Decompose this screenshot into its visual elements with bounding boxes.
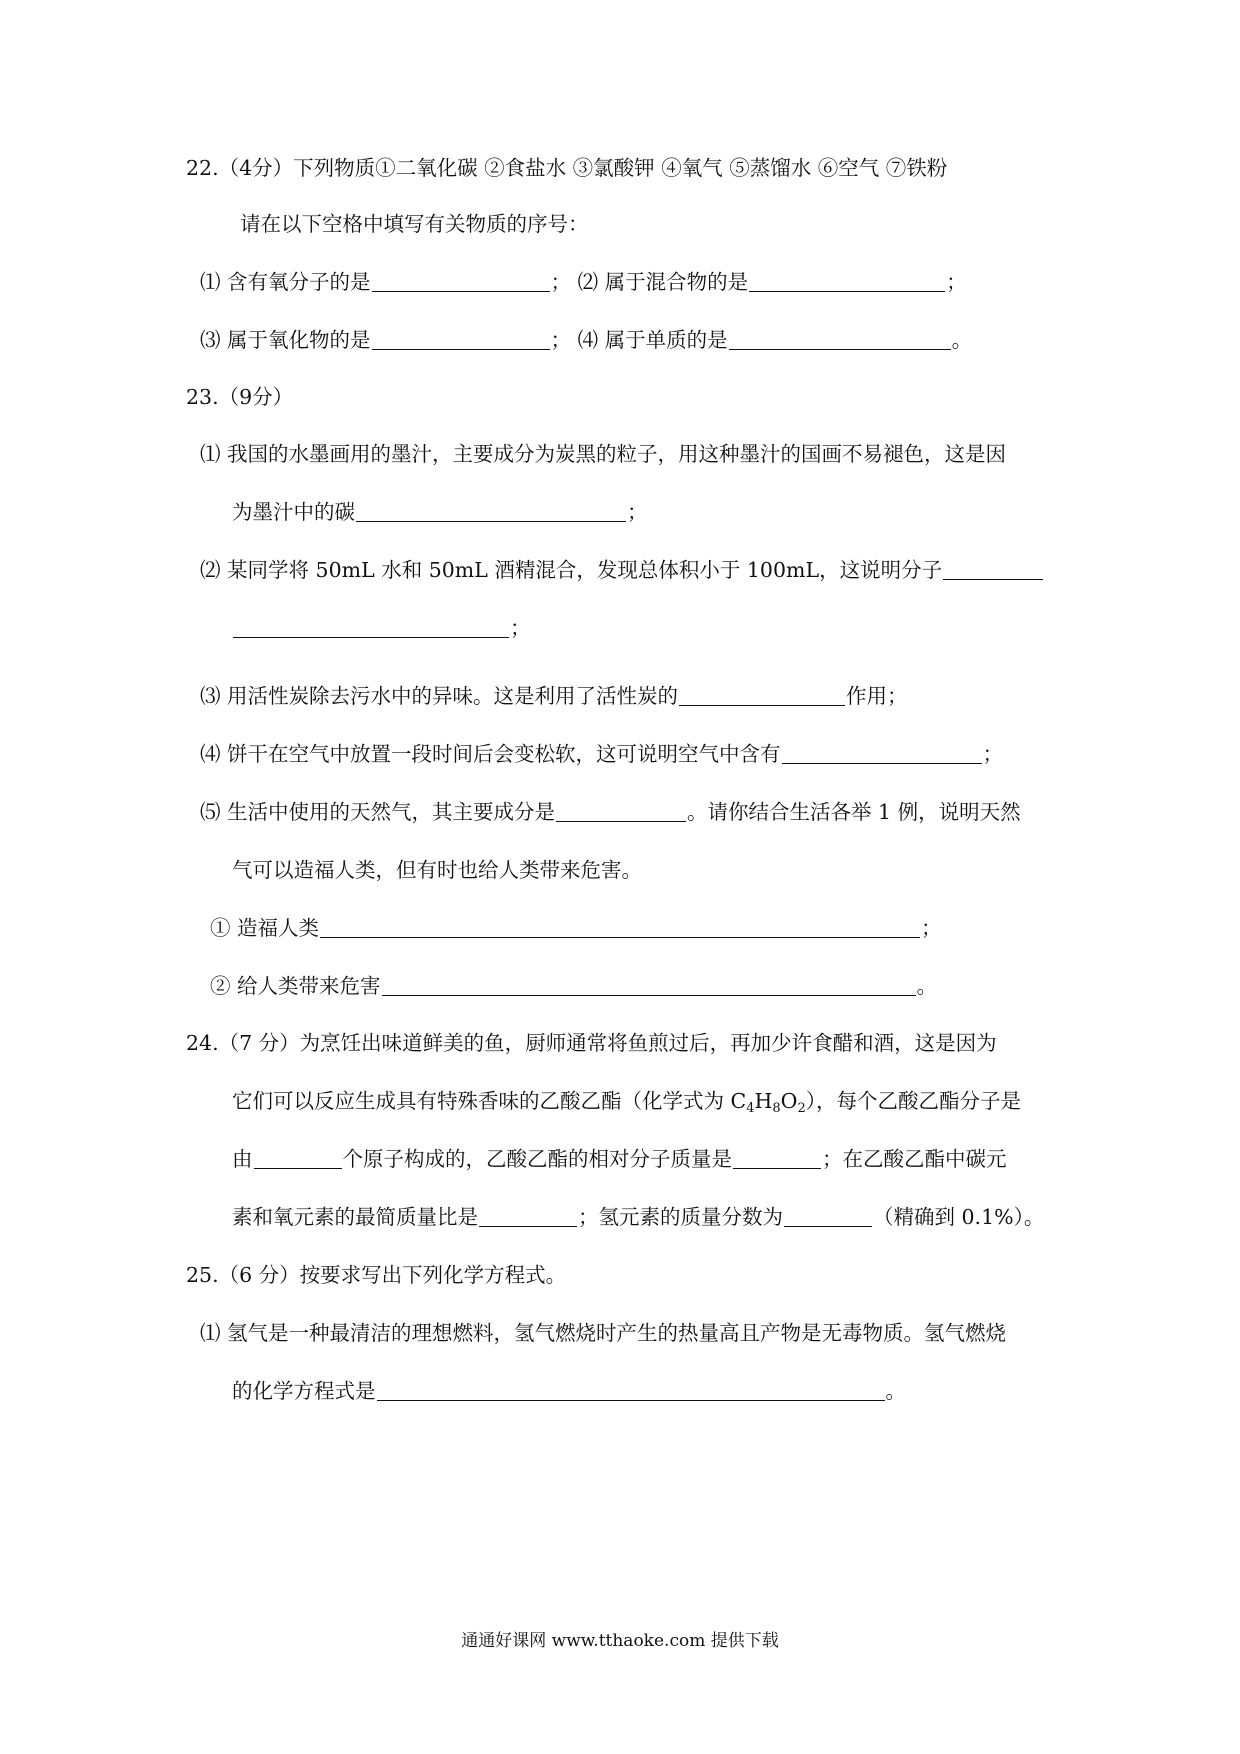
q24-formula-sub-h: 8 xyxy=(772,1101,781,1116)
q24-line-2 xyxy=(232,1085,1021,1117)
q23-p5-number: ⑸ xyxy=(200,800,221,824)
q25-p1-text: 氢气是一种最清洁的理想燃料，氢气燃烧时产生的热量高且产物是无毒物质。氢气燃烧 xyxy=(227,1321,1007,1345)
q24-line-2-a: 它们可以反应生成具有特殊香味的乙酸乙酯（化学式为 C xyxy=(232,1089,747,1113)
q22-instruction: 请在以下空格中填写有关物质的序号： xyxy=(240,212,589,236)
q24-molar-mass-answer-blank[interactable] xyxy=(733,1148,821,1169)
q24-formula-h: H xyxy=(754,1089,773,1113)
q23-p1-text-2: 为墨汁中的碳 xyxy=(232,500,355,524)
q23-s2-answer-blank[interactable] xyxy=(382,975,916,996)
q24-line-3-c: ；在乙酸乙酯中碳元 xyxy=(822,1147,1007,1171)
q24-line-1: 24.（7 分）为烹饪出味道鲜美的鱼，厨师通常将鱼煎过后，再加少许食醋和酒，这是因为 xyxy=(186,1031,997,1055)
q24-formula-sub-o: 2 xyxy=(797,1101,806,1116)
q23-p4-line xyxy=(200,738,1003,770)
q22-p2-number: ⑵ xyxy=(577,270,599,294)
q22-p2-end: ； xyxy=(946,270,967,294)
q23-p2-line-2 xyxy=(232,612,531,644)
q23-s1-end: ； xyxy=(921,916,942,940)
q23-s2-number: ② xyxy=(210,974,231,998)
q23-p2-end: ； xyxy=(510,616,531,640)
q23-p5-text: 生活中使用的天然气，其主要成分是 xyxy=(227,800,556,824)
q23-p3-number: ⑶ xyxy=(200,684,221,708)
q23-stem: 23.（9分） xyxy=(186,385,294,409)
q23-s2-end: 。 xyxy=(916,974,938,998)
q25-p1-number: ⑴ xyxy=(200,1321,221,1345)
q23-p1-number: ⑴ xyxy=(200,442,221,466)
q24-line-4-c: （精确到 0.1%）。 xyxy=(873,1205,1045,1229)
q23-p3-answer-blank[interactable] xyxy=(679,685,845,706)
q22-p4-text: 属于单质的是 xyxy=(604,328,728,352)
q23-p4-end: ； xyxy=(982,742,1004,766)
q23-p2-answer-blank-2[interactable] xyxy=(233,617,509,638)
q22-p2-answer-blank[interactable] xyxy=(749,271,945,292)
q24-line-2-b: ），每个乙酸乙酯分子是 xyxy=(805,1089,1021,1113)
q24-line-3-b: 个原子构成的，乙酸乙酯的相对分子质量是 xyxy=(342,1147,732,1171)
q23-p1-end: ； xyxy=(627,500,648,524)
q25-p1-line-1 xyxy=(200,1317,1006,1349)
q23-p1-answer-blank[interactable] xyxy=(356,501,626,522)
q23-p5-after: 。请你结合生活各举 1 例，说明天然 xyxy=(687,800,1021,824)
q22-p1-text: 含有氧分子的是 xyxy=(227,270,371,294)
q24-line-4-b: ；氢元素的质量分数为 xyxy=(578,1205,783,1229)
q23-s1-number: ① xyxy=(210,916,231,940)
q25-p1-end: 。 xyxy=(885,1379,906,1403)
q23-p1-text: 我国的水墨画用的墨汁，主要成分为炭黑的粒子，用这种墨汁的国画不易褪色，这是因 xyxy=(227,442,1007,466)
q22-p4-end: 。 xyxy=(951,328,973,352)
q25-p1-text-2: 的化学方程式是 xyxy=(232,1379,376,1403)
q23-p1-line-2 xyxy=(232,496,648,528)
q23-p2-text: 某同学将 50mL 水和 50mL 酒精混合，发现总体积小于 100mL，这说明分子 xyxy=(227,558,943,582)
q22-line-1 xyxy=(200,266,967,298)
q22-p2-text: 属于混合物的是 xyxy=(604,270,749,294)
q24-line-3 xyxy=(232,1143,1007,1175)
q22-p3-text: 属于氧化物的是 xyxy=(227,328,371,352)
q24-line-3-a: 由 xyxy=(232,1147,253,1171)
q24-mass-ratio-answer-blank[interactable] xyxy=(479,1206,577,1227)
q22-p1-number: ⑴ xyxy=(200,270,221,294)
q23-p5-answer-blank[interactable] xyxy=(556,801,686,822)
q23-s2-text: 给人类带来危害 xyxy=(237,974,381,998)
q24-mass-fraction-answer-blank[interactable] xyxy=(784,1206,872,1227)
q23-p2-number: ⑵ xyxy=(200,558,221,582)
q24-line-4-a: 素和氧元素的最简质量比是 xyxy=(232,1205,478,1229)
q22-p1-sep: ； xyxy=(550,270,572,294)
q23-p5-line-2: 气可以造福人类，但有时也给人类带来危害。 xyxy=(232,858,642,882)
q23-p2-line-1 xyxy=(200,554,1044,586)
q22-p3-number: ⑶ xyxy=(200,328,221,352)
q23-p3-line xyxy=(200,680,908,712)
q23-p4-text: 饼干在空气中放置一段时间后会变松软，这可说明空气中含有 xyxy=(227,742,781,766)
q23-p4-number: ⑷ xyxy=(200,742,221,766)
q22-line-2 xyxy=(200,324,972,356)
q23-s1-line xyxy=(210,912,942,944)
q23-p1-line-1 xyxy=(200,438,1006,470)
page-footer: 通通好课网 www.tthaoke.com 提供下载 xyxy=(461,1631,779,1651)
q24-atoms-answer-blank[interactable] xyxy=(254,1148,342,1169)
q25-stem: 25.（6 分）按要求写出下列化学方程式。 xyxy=(186,1263,567,1287)
q23-p4-answer-blank[interactable] xyxy=(782,743,982,764)
q25-p1-line-2 xyxy=(232,1375,906,1407)
q23-p3-text: 用活性炭除去污水中的异味。这是利用了活性炭的 xyxy=(227,684,679,708)
q23-p2-answer-blank-1[interactable] xyxy=(943,559,1043,580)
q25-p1-answer-blank[interactable] xyxy=(377,1380,885,1401)
q24-formula-sub-c: 4 xyxy=(746,1101,755,1116)
q23-s1-answer-blank[interactable] xyxy=(320,917,920,938)
q22-p1-answer-blank[interactable] xyxy=(372,271,550,292)
q23-s1-text: 造福人类 xyxy=(237,916,320,940)
q23-p3-end: 作用； xyxy=(846,684,908,708)
q23-p5-line-1 xyxy=(200,796,1021,828)
q22-p3-answer-blank[interactable] xyxy=(372,329,550,350)
q22-p4-answer-blank[interactable] xyxy=(729,329,951,350)
q23-s2-line xyxy=(210,970,937,1002)
q24-line-4 xyxy=(232,1201,1044,1233)
q24-formula-o: O xyxy=(780,1089,798,1113)
q22-stem: 22.（4分）下列物质①二氧化碳 ②食盐水 ③氯酸钾 ④氧气 ⑤蒸馏水 ⑥空气 ⑦铁粉 xyxy=(186,156,948,180)
q22-p4-number: ⑷ xyxy=(577,328,599,352)
q22-p3-sep: ； xyxy=(550,328,572,352)
